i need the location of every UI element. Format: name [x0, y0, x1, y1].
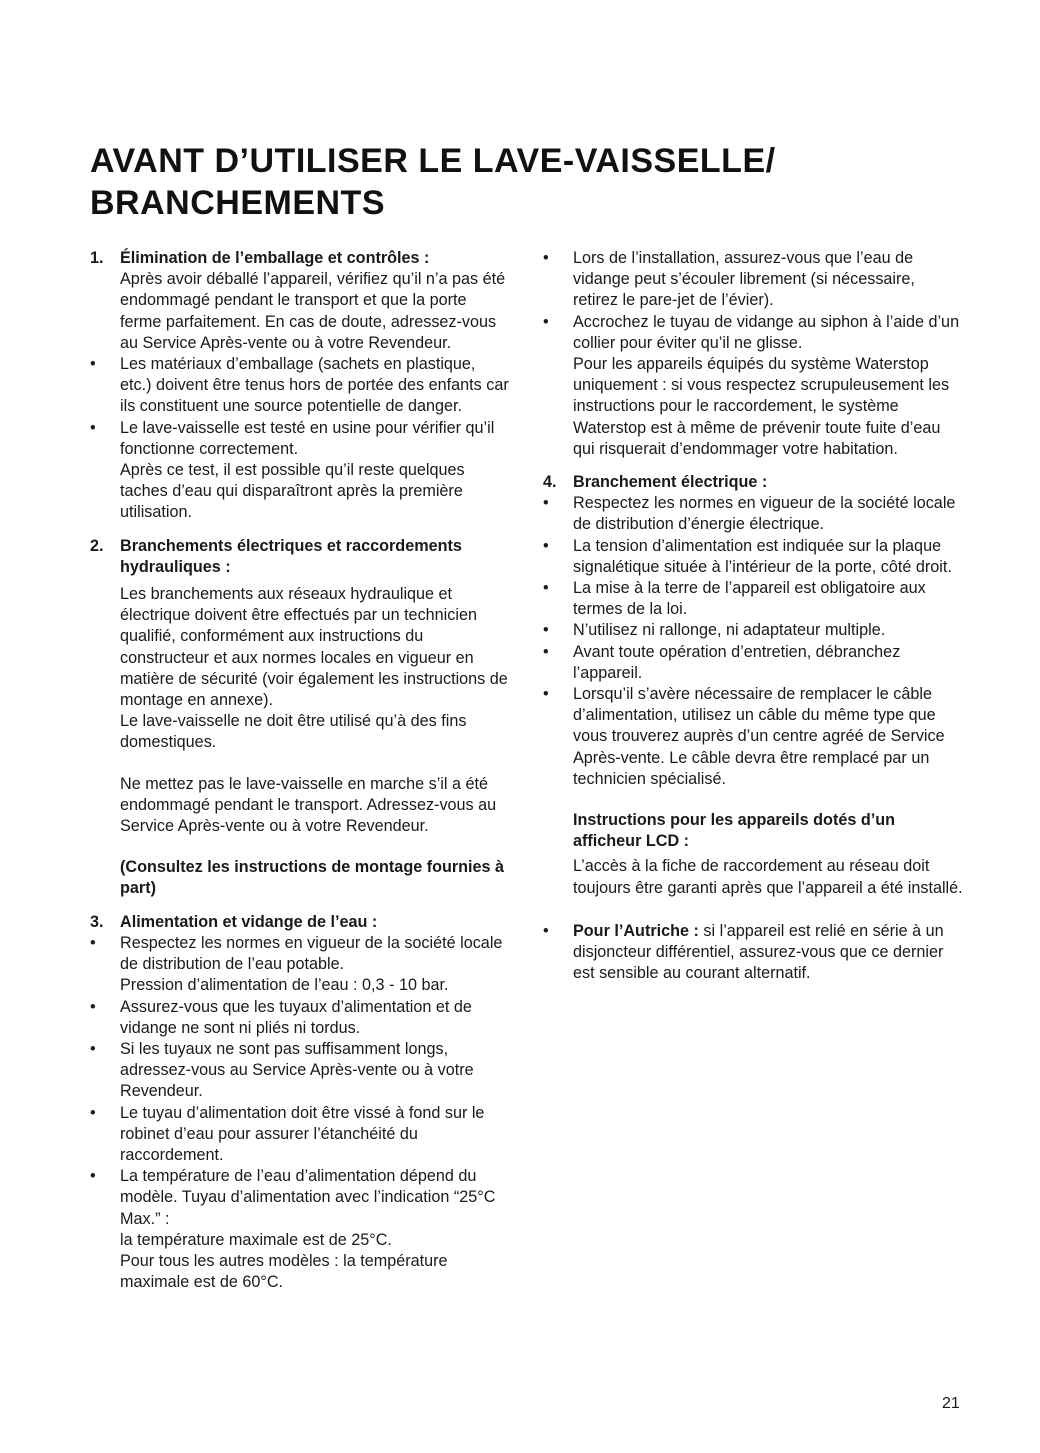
- list-item-text: Respectez les normes en vigueur de la société locale de distribution de l’eau potable.: [120, 933, 503, 974]
- section-number: 3.: [90, 912, 104, 931]
- lcd-text: L’accès à la fiche de raccordement au réseau doit toujours être garanti après que l’appareil a été installé.: [573, 857, 963, 897]
- title-line-2: BRANCHEMENTS: [90, 184, 385, 222]
- section-4-heading: [543, 472, 963, 493]
- list-item: [90, 1166, 510, 1230]
- left-column: [90, 248, 510, 1293]
- list-item: [90, 933, 510, 975]
- lcd-heading: Instructions pour les appareils dotés d’un afficheur LCD :: [573, 811, 896, 851]
- paragraph: Pour les appareils équipés du système Waterstop uniquement : si vous respectez scrupuleusement les instructions pour le raccordement, le système Waterstop est à même de prévenir toute fuite d’eau qui risquerait d’endommager votre habitation.: [573, 355, 950, 458]
- list-item: [543, 642, 963, 684]
- list-item: [543, 684, 963, 790]
- section-number: 1.: [90, 249, 104, 267]
- page-number: 21: [942, 1395, 960, 1412]
- paragraph: la température maximale est de 25°C.: [120, 1230, 392, 1249]
- section-title: Branchement électrique :: [573, 473, 768, 492]
- list-item: [90, 418, 510, 460]
- list-item-text: Accrochez le tuyau de vidange au siphon à l’aide d’un collier pour éviter qu’il ne glisse.: [573, 312, 960, 352]
- list-item-text: Les matériaux d’emballage (sachets en plastique, etc.) doivent être tenus hors de portée des enfants car ils constituent une source potentielle de danger.: [120, 355, 509, 416]
- section-2-heading: [90, 536, 510, 578]
- title-line-1: AVANT D’UTILISER LE LAVE-VAISSELLE/: [90, 142, 776, 180]
- list-item: [90, 354, 510, 418]
- right-column: [543, 248, 963, 985]
- list-item: [90, 1039, 510, 1103]
- bullet-icon: •: [543, 621, 549, 640]
- section-number: 4.: [543, 473, 557, 492]
- bullet-icon: •: [543, 642, 549, 661]
- list-item-text: Le tuyau d’alimentation doit être vissé à fond sur le robinet d’eau pour assurer l’étanchéité du raccordement.: [120, 1103, 485, 1164]
- list-item: [543, 493, 963, 535]
- austria-text: si l’appareil est relié en série à un disjoncteur différentiel, assurez-vous que ce dernier est sensible au courant alternatif.: [573, 921, 944, 983]
- list-item: [90, 997, 510, 1039]
- bullet-icon: •: [543, 494, 549, 513]
- list-item: [543, 620, 963, 641]
- list-item: [543, 578, 963, 620]
- bullet-icon: •: [543, 921, 549, 940]
- list-item-text: La tension d’alimentation est indiquée sur la plaque signalétique située à l’intérieur de la porte, côté droit.: [573, 536, 952, 576]
- list-item-text: Lors de l’installation, assurez-vous que l’eau de vidange peut s’écouler librement (si nécessaire, retirez le pare-jet de l’évier).: [573, 249, 915, 310]
- paragraph: Ne mettez pas le lave-vaisselle en marche s’il a été endommagé pendant le transport. Adressez-vous au Service Après-vente ou à votre Revendeur.: [120, 774, 497, 836]
- paragraph: Après ce test, il est possible qu’il reste quelques taches d’eau qui disparaîtront après la première utilisation.: [120, 461, 465, 522]
- bullet-icon: •: [90, 1167, 96, 1186]
- section-1-heading: [90, 248, 510, 269]
- list-item-text: Avant toute opération d’entretien, débranchez l’appareil.: [573, 642, 901, 682]
- list-item-text: Assurez-vous que les tuyaux d’alimentation et de vidange ne sont ni pliés ni tordus.: [120, 997, 472, 1037]
- paragraph: Le lave-vaisselle ne doit être utilisé qu’à des fins domestiques.: [120, 712, 467, 752]
- bullet-icon: •: [90, 355, 96, 374]
- austria-label: Pour l’Autriche :: [573, 921, 699, 940]
- page-title: [90, 140, 950, 224]
- list-item-text: La mise à la terre de l’appareil est obligatoire aux termes de la loi.: [573, 579, 926, 619]
- list-item: [543, 312, 963, 354]
- list-item: [543, 536, 963, 578]
- bullet-icon: •: [543, 579, 549, 598]
- list-item: [90, 1103, 510, 1167]
- paragraph: Pression d’alimentation de l’eau : 0,3 - 10 bar.: [120, 976, 449, 995]
- list-item-text: Si les tuyaux ne sont pas suffisamment longs, adressez-vous au Service Après-vente ou à votre Revendeur.: [120, 1039, 474, 1101]
- list-item-text: Respectez les normes en vigueur de la société locale de distribution d’énergie électrique.: [573, 494, 956, 534]
- bullet-icon: •: [90, 997, 96, 1016]
- bullet-icon: •: [90, 933, 96, 952]
- section-title: Branchements électriques et raccordements hydrauliques :: [120, 536, 462, 576]
- montage-note: (Consultez les instructions de montage fournies à part): [120, 858, 505, 898]
- section-number: 2.: [90, 536, 104, 555]
- section-title: Alimentation et vidange de l’eau :: [120, 912, 378, 931]
- bullet-icon: •: [90, 1103, 96, 1122]
- paragraph: Après avoir déballé l’appareil, vérifiez qu’il n’a pas été endommagé pendant le transport et que la porte ferme parfaitement. En cas de doute, adressez-vous au Service Après-vente ou à votre Revendeur.: [120, 270, 506, 352]
- section-3-heading: [90, 912, 510, 933]
- bullet-icon: •: [543, 685, 549, 704]
- list-item-text: Lorsqu’il s’avère nécessaire de remplacer le câble d’alimentation, utilisez un câble du même type que vous trouverez auprès d’un centre agréé de Service Après-vente. Le câble devra être remplacé par un technicien spécialisé.: [573, 685, 945, 788]
- list-item-text: Le lave-vaisselle est testé en usine pour vérifier qu’il fonctionne correctement.: [120, 418, 495, 458]
- list-item-text: La température de l’eau d’alimentation dépend du modèle. Tuyau d’alimentation avec l’indication “25°C Max.” :: [120, 1167, 496, 1228]
- bullet-icon: •: [543, 536, 549, 555]
- austria-note: [543, 921, 963, 985]
- bullet-icon: •: [90, 418, 96, 437]
- list-item-text: N’utilisez ni rallonge, ni adaptateur multiple.: [573, 621, 886, 640]
- bullet-icon: •: [90, 1039, 96, 1058]
- section-title: Élimination de l’emballage et contrôles :: [120, 249, 430, 267]
- bullet-icon: •: [543, 249, 549, 267]
- paragraph: Pour tous les autres modèles : la température maximale est de 60°C.: [120, 1251, 448, 1292]
- list-item: [543, 248, 963, 312]
- paragraph: Les branchements aux réseaux hydraulique et électrique doivent être effectués par un technicien qualifié, conformément aux instructions du constructeur et aux normes locales en vigueur en matière de sécurité (voir également les instructions de montage en annexe).: [120, 585, 508, 710]
- bullet-icon: •: [543, 312, 549, 331]
